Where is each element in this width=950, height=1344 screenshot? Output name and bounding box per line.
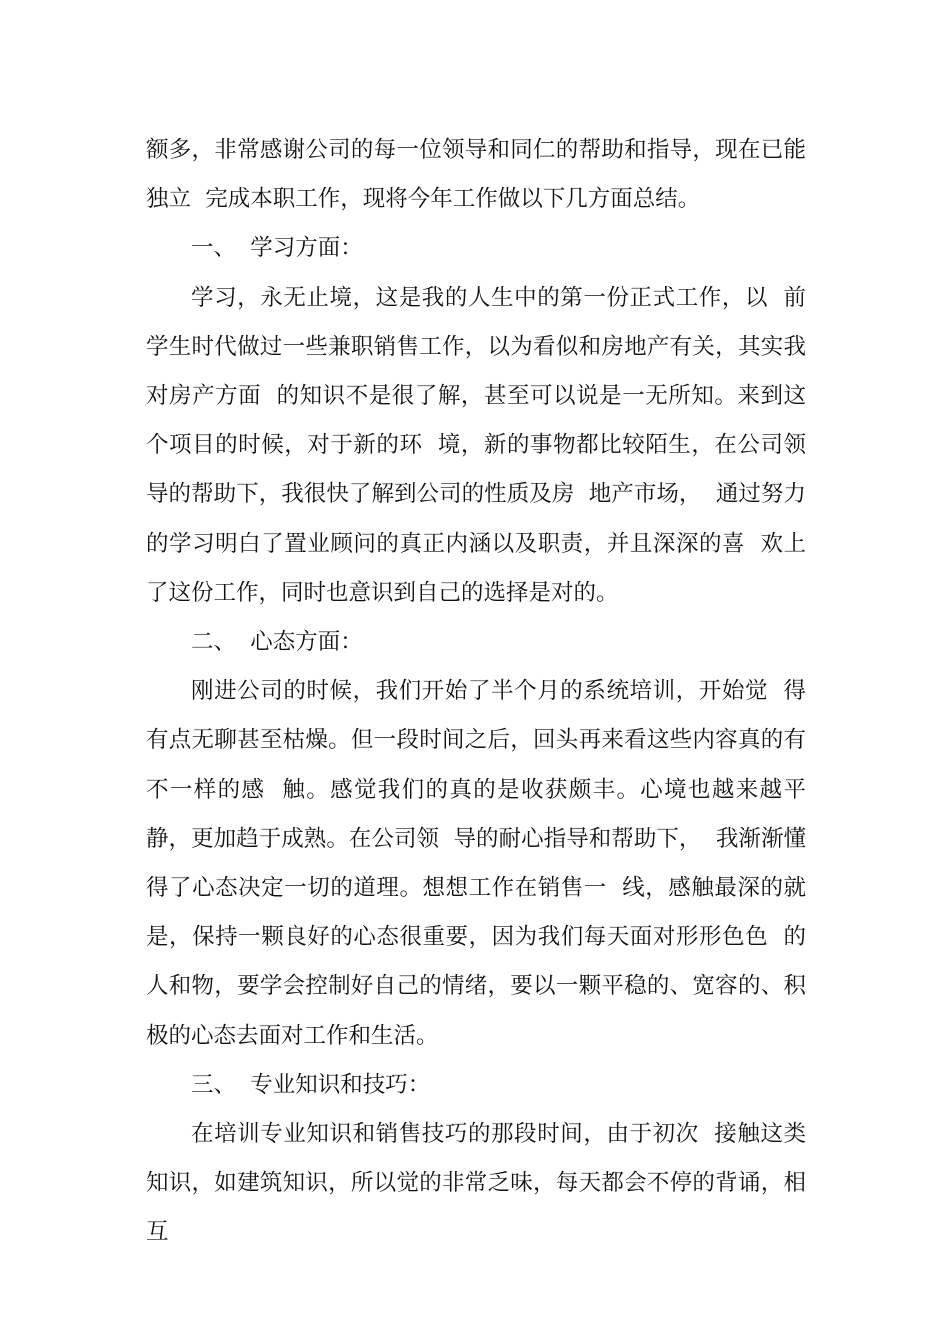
paragraph-skills: 在培训专业知识和销售技巧的那段时间，由于初次 接触这类知识，如建筑知识，所以觉的非常乏味，每天都会不停的背诵，相互	[146, 1121, 806, 1246]
section-heading-skills: 三、 专业知识和技巧：	[191, 1071, 431, 1098]
section-heading-mindset: 二、 心态方面：	[191, 629, 363, 656]
document-body	[146, 126, 806, 1258]
section-heading-study: 一、 学习方面：	[191, 235, 363, 262]
paragraph-study: 学习，永无止境，这是我的人生中的第一份正式工作，以 前学生时代做过一些兼职销售工作，以为看似和房地产有关，其实我对房产方面 的知识不是很了解，甚至可以说是一无所知。来到这个项目的时候，对于新的环 境，新的事物都比较陌生，在公司领导的帮助下，我很快了解到公司的性质及房 地产市场， 通过努力的学习明白了置业顾问的真正内涵以及职责，并且深深的喜 欢上了这份工作，同时也意识到自己的选择是对的。	[146, 284, 806, 606]
paragraph-intro: 额多，非常感谢公司的每一位领导和同仁的帮助和指导，现在已能独立 完成本职工作，现将今年工作做以下几方面总结。	[146, 137, 806, 213]
paragraph-mindset: 刚进公司的时候，我们开始了半个月的系统培训，开始觉 得有点无聊甚至枯燥。但一段时间之后，回头再来看这些内容真的有不一样的感 触。感觉我们的真的是收获颇丰。心境也越来越平静，更加趋于成熟。在公司领 导的耐心指导和帮助下， 我渐渐懂得了心态决定一切的道理。想想工作在销售一 线，感触最深的就是，保持一颗良好的心态很重要，因为我们每天面对形形色色 的人和物，要学会控制好自己的情绪，要以一颗平稳的、宽容的、积极的心态去面对工作和生活。	[146, 678, 806, 1049]
